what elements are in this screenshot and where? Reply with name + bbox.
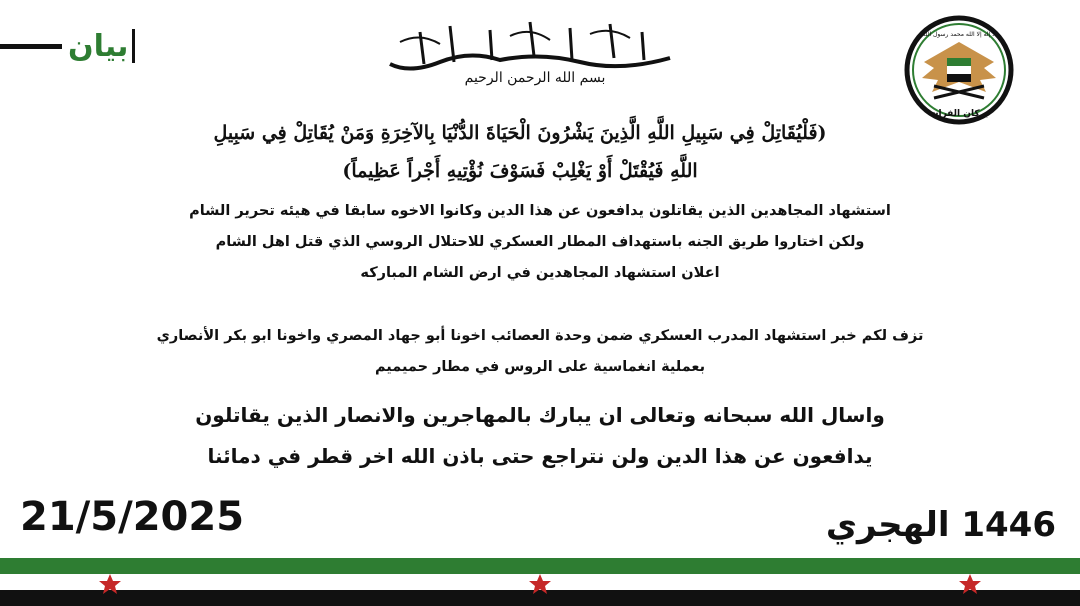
verse-line-1: (فَلْيُقَاتِلْ فِي سَبِيلِ اللَّهِ الَّذِينَ يَشْرُونَ الْحَيَاةَ الدُّنْيَا بِالآخِرَةِ وَمَنْ يُقَاتِلْ فِي سَبِيلِ	[213, 122, 827, 144]
paragraph1-line-2: ولكن اختاروا طريق الجنه باستهداف المطار العسكري للاحتلال الروسي الذي قتل اهل الشام	[215, 234, 865, 250]
paragraph2-line-2: بعملية انغماسية على الروس في مطار حميميم	[374, 359, 706, 375]
tag-line	[0, 44, 62, 49]
basmala-calligraphy	[380, 12, 690, 88]
prayer-line-1: واسال الله سبحانه وتعالى ان يبارك بالمهاجرين والانصار الذين يقاتلون	[195, 403, 885, 427]
verse-line-2: اللَّهِ فَيُقْتَلْ أَوْ يَغْلِبْ فَسَوْفَ نُؤْتِيهِ أَجْراً عَظِيماً)	[342, 160, 698, 182]
logo-top-text: لا إله إلا الله محمد رسول الله	[922, 31, 996, 38]
statement-tag	[0, 28, 135, 64]
syrian-flag-band	[0, 558, 1080, 606]
paragraph1-line-3: اعلان استشهاد المجاهدين في ارض الشام المباركه	[360, 265, 720, 281]
organization-logo	[904, 12, 1014, 130]
hijri-year: 1446 الهجري	[825, 505, 1056, 545]
basmala-text: بسم الله الرحمن الرحيم	[464, 70, 606, 86]
paragraph1-line-1: استشهاد المجاهدين الذين يقاتلون يدافعون عن هذا الدين وكانوا الاخوه سابقا في هيئه تحرير الشام	[189, 203, 891, 219]
tag-label: بيان	[68, 28, 129, 64]
logo-caption: بركان الفرات	[929, 109, 989, 119]
tag-bar	[132, 29, 135, 63]
gregorian-date: 21/5/2025	[20, 494, 245, 540]
paragraph2-line-1: تزف لكم خبر استشهاد المدرب العسكري ضمن وحدة العصائب اخونا أبو جهاد المصري واخونا ابو بكر الأنصاري	[156, 328, 924, 344]
prayer-line-2: يدافعون عن هذا الدين ولن نتراجع حتى باذن الله اخر قطر في دمائنا	[207, 444, 873, 468]
